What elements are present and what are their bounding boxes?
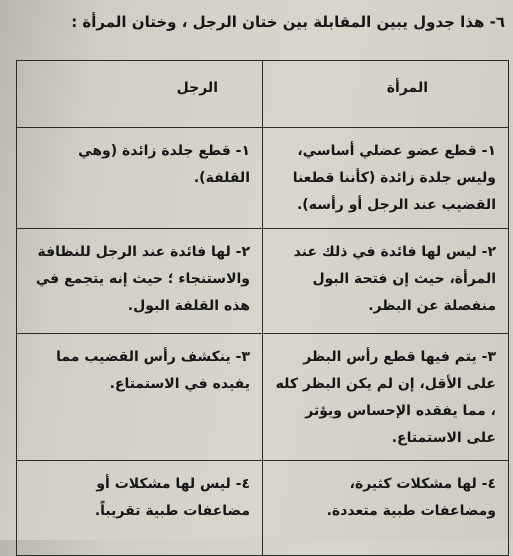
cell-man: ١- قطع جلدة زائدة (وهي القلفة). — [17, 128, 263, 229]
table-row — [17, 229, 509, 334]
table-row — [17, 334, 509, 461]
header-man: الرجل — [17, 61, 263, 128]
cell-woman: ٣- يتم فيها قطع رأس البظر على الأقل، إن لم يكن البظر كله ، مما يفقده الإحساس ويؤثر على الاستمتاع. — [263, 334, 509, 461]
table-row — [17, 128, 509, 229]
cell-man: ٤- ليس لها مشكلات أو مضاعفات طبية تقريباً. — [17, 461, 263, 556]
cell-man: ٣- ينكشف رأس القضيب مما يفيده في الاستمتاع. — [17, 334, 263, 461]
cell-woman: ٤- لها مشكلات كثيرة، ومضاعفات طبية متعددة. — [263, 461, 509, 556]
comparison-table — [16, 60, 509, 556]
cell-woman: ٢- ليس لها فائدة في ذلك عند المرأة، حيث إن فتحة البول منفصلة عن البظر. — [263, 229, 509, 334]
section-heading: ٦- هذا جدول يبين المقابلة بين ختان الرجل ، وختان المرأة : — [71, 13, 505, 31]
table-header-row — [17, 61, 509, 128]
cell-woman: ١- قطع عضو عضلي أساسي، وليس جلدة زائدة (كأننا قطعنا القضيب عند الرجل أو رأسه). — [263, 128, 509, 229]
table-row — [17, 461, 509, 556]
header-woman: المرأة — [263, 61, 509, 128]
cell-man: ٢- لها فائدة عند الرجل للنظافة والاستنجاء ؛ حيث إنه يتجمع في هذه القلفة البول. — [17, 229, 263, 334]
